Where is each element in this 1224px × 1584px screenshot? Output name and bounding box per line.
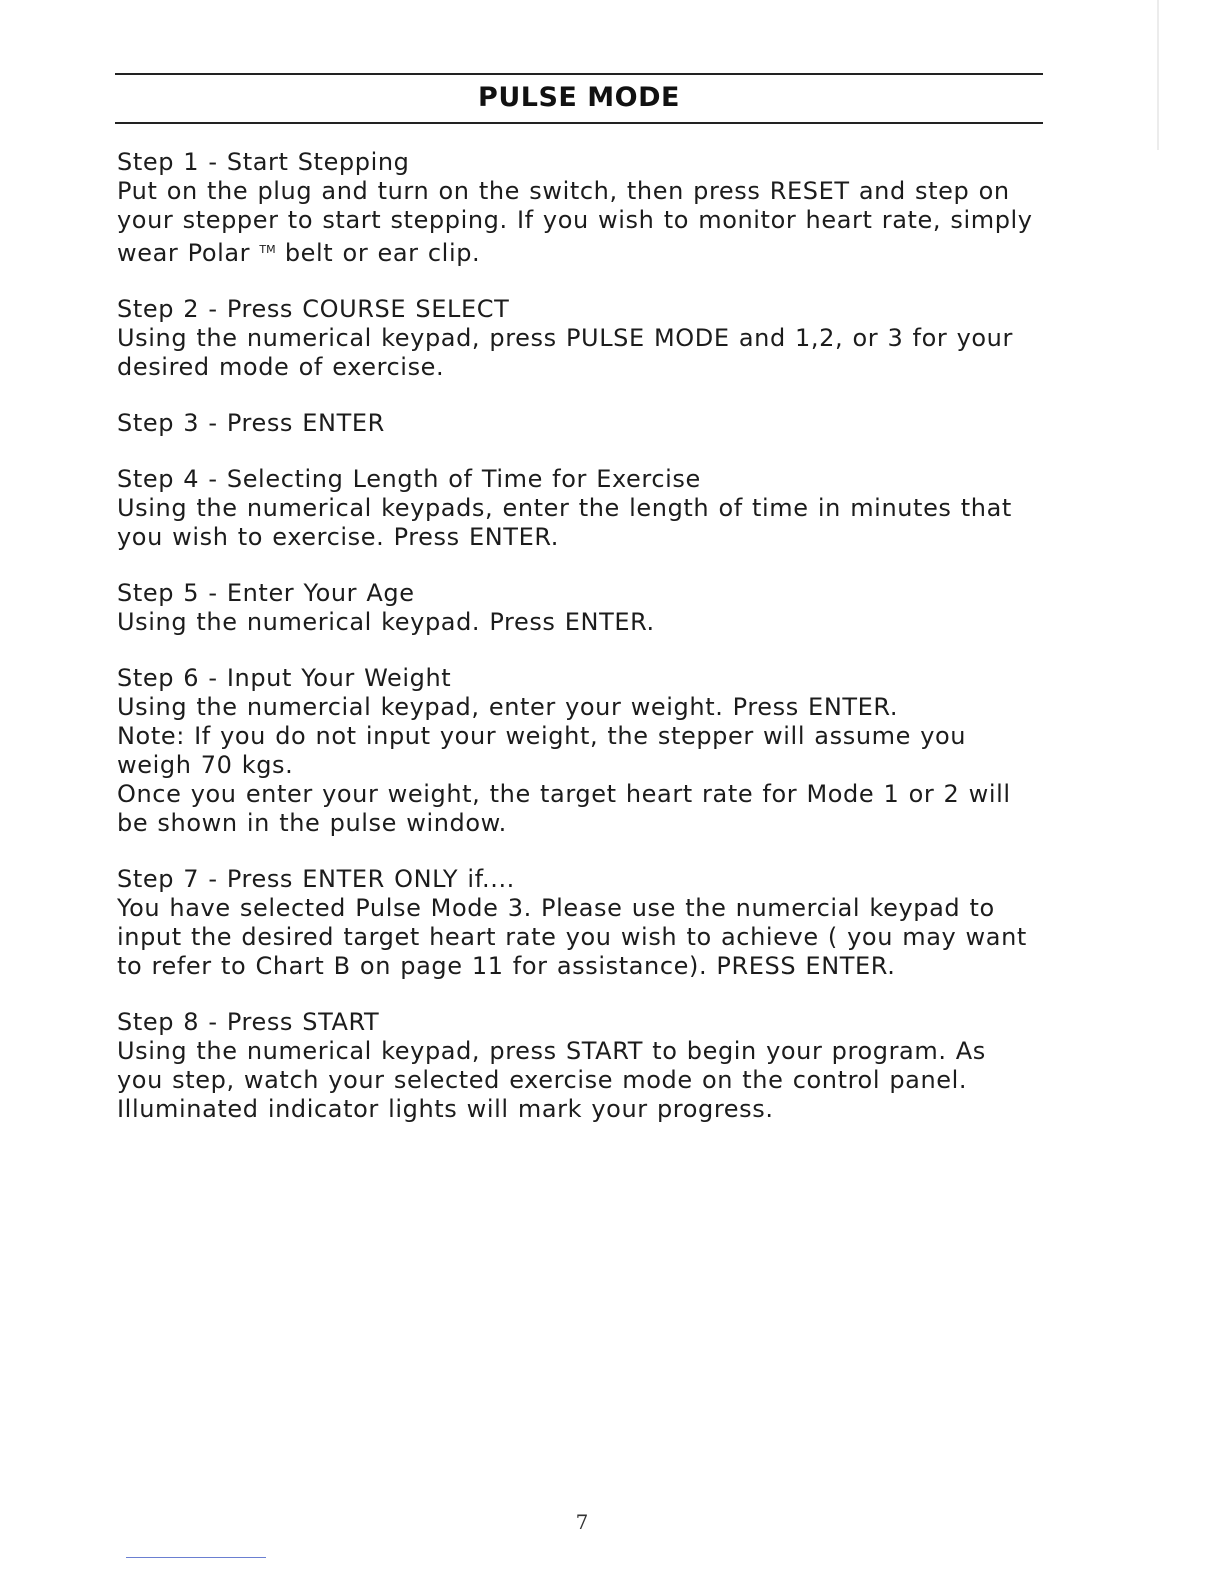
step-1 [117, 148, 1037, 268]
step-body-text: belt or ear clip. [275, 239, 481, 267]
step-heading: Step 6 - Input Your Weight [117, 664, 452, 692]
step-body: Using the numercial keypad, enter your weight. Press ENTER. [117, 693, 899, 721]
step-8 [117, 1008, 1037, 1124]
step-body: Using the numerical keypad, press PULSE MODE and 1,2, or 3 for your desired mode of exercise. [117, 324, 1013, 381]
step-7 [117, 865, 1037, 981]
step-heading: Step 2 - Press COURSE SELECT [117, 295, 510, 323]
step-body: Using the numerical keypad. Press ENTER. [117, 608, 655, 636]
step-heading: Step 5 - Enter Your Age [117, 579, 415, 607]
title-rule-bottom [115, 122, 1043, 124]
step-body: You have selected Pulse Mode 3. Please use the numercial keypad to input the desired target heart rate you wish to achieve ( you may want to refer to Chart B on page 11 for assistance). PRESS ENTER. [117, 894, 1027, 980]
title-rule-top [115, 73, 1043, 75]
scan-right-edge [1157, 0, 1159, 150]
page-number: 7 [575, 1510, 589, 1534]
step-body: Using the numerical keypads, enter the length of time in minutes that you wish to exercise. Press ENTER. [117, 494, 1012, 551]
step-note: Note: If you do not input your weight, the stepper will assume you weigh 70 kgs. [117, 722, 967, 779]
page-title: PULSE MODE [478, 82, 680, 113]
scan-edge-mark [126, 1557, 266, 1558]
step-heading: Step 4 - Selecting Length of Time for Exercise [117, 465, 701, 493]
step-heading: Step 7 - Press ENTER ONLY if.... [117, 865, 515, 893]
trademark-symbol: TM [259, 243, 276, 256]
steps-list [117, 148, 1037, 1151]
step-5 [117, 579, 1037, 637]
step-heading: Step 1 - Start Stepping [117, 148, 410, 176]
step-3 [117, 409, 1037, 438]
step-6 [117, 664, 1037, 838]
step-2 [117, 295, 1037, 382]
step-4 [117, 465, 1037, 552]
step-body-text: Put on the plug and turn on the switch, then press RESET and step on your stepper to start stepping. If you wish to monitor heart rate, simply wear Polar [117, 177, 1033, 267]
step-heading: Step 8 - Press START [117, 1008, 380, 1036]
step-body-continued: Once you enter your weight, the target heart rate for Mode 1 or 2 will be shown in the pulse window. [117, 780, 1011, 837]
step-heading: Step 3 - Press ENTER [117, 409, 385, 437]
step-body: Using the numerical keypad, press START to begin your program. As you step, watch your selected exercise mode on the control panel. Illuminated indicator lights will mark your progress. [117, 1037, 986, 1123]
step-body [117, 177, 1037, 268]
